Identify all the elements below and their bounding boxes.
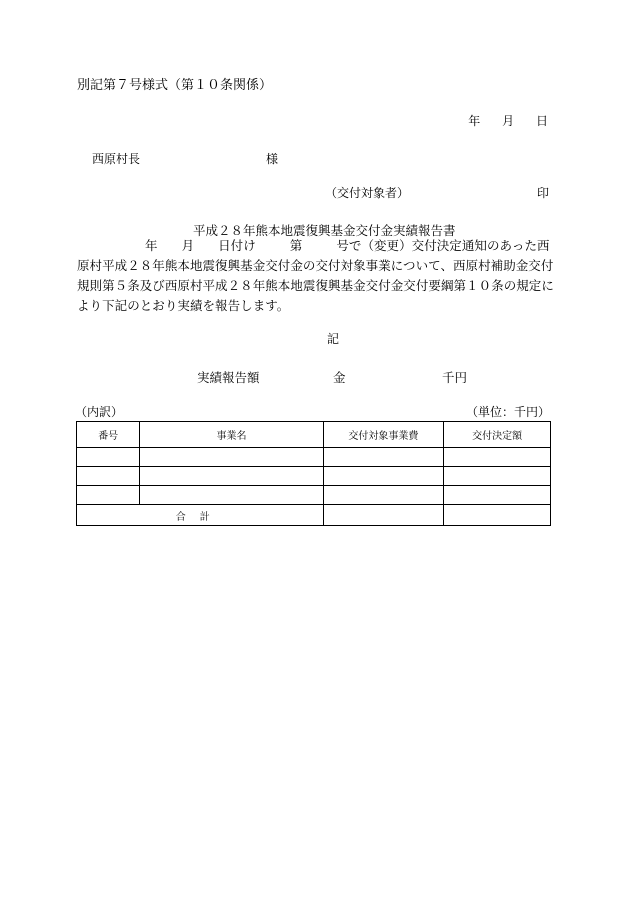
cell-eligible-cost[interactable] xyxy=(323,467,444,486)
form-number-label: 別記第７号様式（第１０条関係） xyxy=(77,78,273,93)
cell-eligible-cost[interactable] xyxy=(323,486,444,505)
cell-number[interactable] xyxy=(77,467,140,486)
cell-decided-amount[interactable] xyxy=(444,467,551,486)
body-year: 年 xyxy=(145,238,158,253)
table-row xyxy=(77,448,551,467)
addressee-name: 西原村長 xyxy=(92,152,141,166)
cell-project-name[interactable] xyxy=(140,448,323,467)
cell-decided-amount[interactable] xyxy=(444,486,551,505)
date-line xyxy=(468,112,548,129)
body-line3: 規則第５条及び西原村平成２８年熊本地震復興基金交付金交付要綱第１０条の規定に xyxy=(77,278,554,293)
addressee-honorific: 様 xyxy=(266,152,279,166)
applicant-label: （交付対象者） xyxy=(325,186,410,200)
total-decided-amount[interactable] xyxy=(444,505,551,526)
total-label-text: 合計 xyxy=(175,511,224,523)
cell-project-name[interactable] xyxy=(140,486,323,505)
cell-project-name[interactable] xyxy=(140,467,323,486)
table-row xyxy=(77,467,551,486)
breakdown-table xyxy=(76,421,551,526)
body-month: 月 xyxy=(181,238,195,253)
ki-heading: 記 xyxy=(327,332,340,346)
col-header-project-name: 事業名 xyxy=(140,422,323,448)
col-header-eligible-cost: 交付対象事業費 xyxy=(323,422,444,448)
cell-number[interactable] xyxy=(77,486,140,505)
body-line4: より下記のとおり実績を報告します。 xyxy=(77,298,290,313)
amount-unit: 千円 xyxy=(442,370,468,385)
col-header-number: 番号 xyxy=(77,422,140,448)
amount-kin: 金 xyxy=(333,370,346,385)
date-year: 年 xyxy=(468,114,481,128)
total-label xyxy=(77,505,324,526)
total-eligible-cost[interactable] xyxy=(323,505,444,526)
seal-mark: 印 xyxy=(537,186,550,200)
cell-decided-amount[interactable] xyxy=(444,448,551,467)
col-header-decided-amount: 交付決定額 xyxy=(444,422,551,448)
body-number-prefix: 第 xyxy=(289,238,303,253)
document-title: 平成２８年熊本地震復興基金交付金実績報告書 xyxy=(193,223,456,238)
body-line1-rest: 号で（変更）交付決定通知のあった西 xyxy=(336,238,550,253)
table-total-row xyxy=(77,505,551,526)
document-body xyxy=(77,236,592,316)
amount-label: 実績報告額 xyxy=(197,370,260,385)
body-day-dated: 日付け xyxy=(218,238,256,253)
date-day: 日 xyxy=(535,114,548,128)
breakdown-label: （内訳） xyxy=(75,405,124,419)
cell-eligible-cost[interactable] xyxy=(323,448,444,467)
body-line2: 原村平成２８年熊本地震復興基金交付金の交付対象事業について、西原村補助金交付 xyxy=(77,258,554,273)
unit-note: （単位：千円） xyxy=(465,405,550,419)
table-header-row xyxy=(77,422,551,448)
date-month: 月 xyxy=(502,114,515,128)
cell-number[interactable] xyxy=(77,448,140,467)
table-row xyxy=(77,486,551,505)
